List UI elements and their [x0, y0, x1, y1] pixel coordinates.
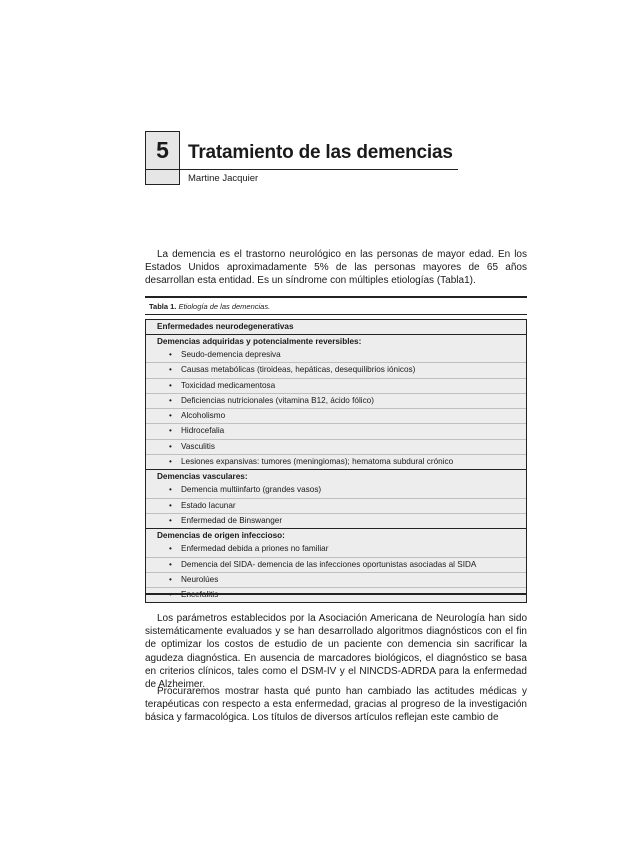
bullet-icon: •	[169, 365, 172, 375]
table-list-item: • Estado lacunar	[146, 498, 526, 513]
table-caption-label: Tabla 1.	[149, 302, 177, 311]
bullet-icon: •	[169, 457, 172, 467]
bullet-icon: •	[169, 574, 172, 584]
table-bottom-rule	[145, 593, 527, 595]
table-list-item: • Demencia del SIDA- demencia de las infecciones oportunistas asociadas al SIDA	[146, 557, 526, 572]
table-list-item: • Lesiones expansivas: tumores (meningiomas); hematoma subdural crónico	[146, 454, 526, 469]
table-list-item: • Vasculitis	[146, 439, 526, 454]
chapter-number: 5	[156, 137, 169, 163]
table-caption	[149, 302, 270, 311]
table-list-item: • Neurolúes	[146, 572, 526, 587]
table-section	[146, 528, 526, 602]
table-list-item: • Enfermedad debida a priones no familiar	[146, 542, 526, 556]
table-list-item: • Deficiencias nutricionales (vitamina B12, ácido fólico)	[146, 393, 526, 408]
bullet-icon: •	[169, 441, 172, 451]
bullet-icon: •	[169, 515, 172, 525]
bullet-icon: •	[169, 426, 172, 436]
table-list-item: • Enfermedad de Binswanger	[146, 513, 526, 528]
bullet-icon: •	[169, 559, 172, 569]
bullet-icon: •	[169, 500, 172, 510]
table-list-item: • Hidrocefalia	[146, 423, 526, 438]
table-section-header: Demencias vasculares:	[157, 472, 248, 482]
table-list-item: • Demencia multiinfarto (grandes vasos)	[146, 483, 526, 497]
body-paragraph-attitudes: Procuraremos mostrar hasta qué punto han cambiado las actitudes médicas y terapéuticas con respecto a esta enfermedad, gracias al progreso de la investigación básica y farmacológica. Los títulos de diversos artículos reflejan este cambio de	[145, 686, 527, 724]
chapter-number-box	[145, 131, 180, 170]
chapter-number-tab	[145, 170, 180, 185]
table-section	[146, 335, 526, 469]
bullet-icon	[169, 588, 172, 602]
body-paragraph-parameters: Los parámetros establecidos por la Asociación Americana de Neurología han sido sistemáticamente evaluados y se han desarrollado algoritmos diagnósticos con el fin de optimizar los costos de estudio de un paciente con demencia sin sacrificar la agudeza diagnóstica. En ausencia de marcadores biológicos, el diagnóstico se basa en criterios clínicos, tales como el DSM-IV y el NINCDS-ADRDA para la enfermedad de Alzheimer.	[145, 613, 527, 691]
table-section-header: Demencias adquiridas y potencialmente reversibles:	[157, 337, 362, 346]
chapter-title-rule	[180, 169, 458, 170]
body-paragraph-intro: La demencia es el trastorno neurológico en las personas de mayor edad. En los Estados Unidos aproximadamente 5% de las personas mayores de 65 años desarrollan esta entidad. Es un síndrome con múltiples etiologías (Tabla1).	[145, 249, 527, 287]
table-section-header: Demencias de origen infeccioso:	[157, 531, 285, 541]
table-list-item: • Alcoholismo	[146, 408, 526, 423]
table-list-item: • Toxicidad medicamentosa	[146, 378, 526, 393]
bullet-icon: •	[169, 544, 172, 554]
etiology-table	[145, 319, 527, 603]
table-section	[146, 469, 526, 528]
table-list-item: • Seudo-demencia depresiva	[146, 348, 526, 362]
bullet-icon: •	[169, 395, 172, 405]
bullet-icon: •	[169, 485, 172, 495]
chapter-title: Tratamiento de las demencias	[188, 142, 453, 163]
table-section-header: Enfermedades neurodegenerativas	[146, 320, 526, 335]
bullet-icon: •	[169, 380, 172, 390]
chapter-author: Martine Jacquier	[188, 173, 259, 184]
table-caption-rule	[145, 314, 527, 315]
table-caption-text: Etiología de las demencias.	[178, 302, 271, 311]
bullet-icon: •	[169, 411, 172, 421]
table-top-rule	[145, 296, 527, 298]
table-list-item: • Causas metabólicas (tiroideas, hepáticas, desequilibrios iónicos)	[146, 362, 526, 377]
bullet-icon: •	[169, 350, 172, 359]
